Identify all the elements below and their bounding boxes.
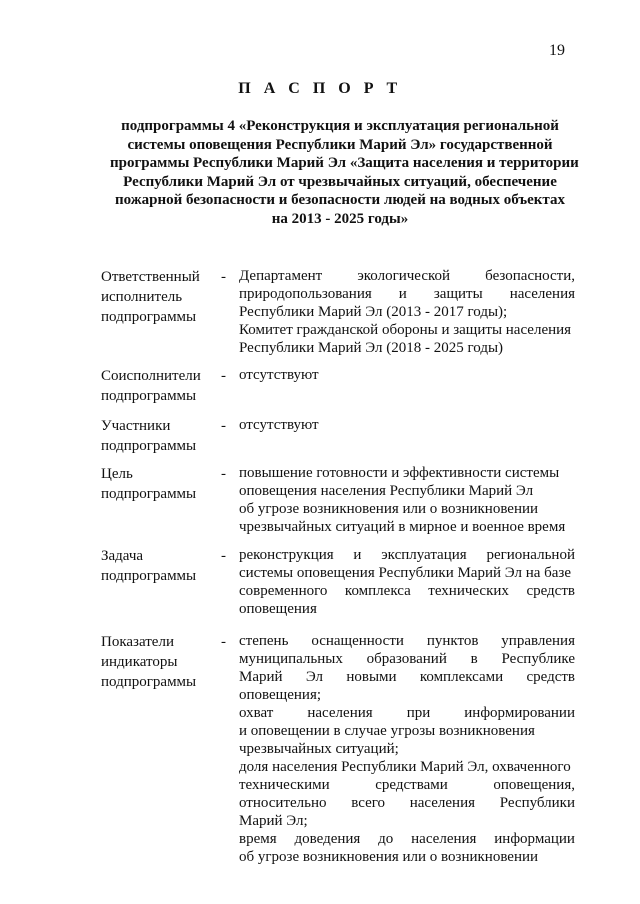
content-line: оповещения; [239, 687, 322, 703]
content-word: информировании [464, 705, 575, 721]
content-word: время [239, 831, 277, 847]
content-word: Республики [499, 795, 575, 811]
row-dash: - [221, 634, 226, 650]
content-word: защиты [433, 286, 483, 302]
content-word: современного [239, 583, 328, 599]
content-line [239, 830, 575, 848]
content-line: оповещения населения Республики Марий Эл [239, 483, 534, 499]
content-line: Республики Марий Эл (2013 - 2017 годы); [239, 304, 508, 320]
content-word: населения [411, 831, 477, 847]
row-label [101, 546, 216, 586]
content-word: эксплуатация [381, 547, 467, 563]
row-content [239, 632, 575, 866]
content-word: муниципальных [239, 651, 343, 667]
row-content [239, 464, 575, 536]
row-label-line: Участники [101, 418, 171, 434]
content-word: оснащенности [311, 633, 404, 649]
content-line: Республики Марий Эл (2018 - 2025 годы) [239, 340, 504, 356]
content-word: образований [366, 651, 447, 667]
content-word: охват [239, 705, 274, 721]
content-line: об угрозе возникновения или о возникновении [239, 501, 539, 517]
document-title: П А С П О Р Т [238, 80, 402, 97]
subtitle-line: на 2013 - 2025 годы» [271, 210, 409, 227]
row-label [101, 632, 216, 692]
row-label-line: Цель [101, 466, 133, 482]
content-line: чрезвычайных ситуаций; [239, 741, 399, 757]
row-dash: - [221, 548, 226, 564]
content-line: отсутствуют [239, 417, 319, 433]
content-line [239, 704, 575, 722]
subtitle-line: Республики Марий Эл от чрезвычайных ситуаций, обеспечение [123, 173, 557, 190]
content-word: Эл [305, 669, 324, 685]
content-word: Марий [239, 669, 283, 685]
subtitle-line: пожарной безопасности и безопасности людей на водных объектах [115, 192, 565, 208]
content-word: комплекса [344, 583, 411, 599]
content-word: населения [307, 705, 373, 721]
row-dash: - [221, 368, 226, 384]
content-word: реконструкция [239, 547, 334, 563]
content-word: Департамент [239, 268, 323, 284]
content-line: об угрозе возникновения или о возникновении [239, 849, 539, 865]
content-word: при [406, 705, 431, 721]
content-word: и [398, 286, 407, 302]
row-label [101, 267, 216, 327]
content-line: и оповещении в случае угрозы возникновения [239, 723, 535, 739]
row-label [101, 366, 216, 406]
content-word: населения [509, 286, 575, 302]
content-line [239, 632, 575, 650]
content-word: населения [409, 795, 476, 811]
content-line: системы оповещения Республики Марий Эл на базе [239, 565, 572, 581]
content-line: доля населения Республики Марий Эл, охваченного [239, 759, 571, 775]
content-word: Республике [501, 651, 575, 667]
content-word: новыми [346, 669, 397, 685]
content-word: региональной [486, 547, 575, 563]
content-line [239, 546, 575, 564]
content-word: средств [526, 669, 575, 685]
row-label-line: подпрограммы [101, 438, 197, 454]
content-line [239, 668, 575, 686]
row-label-line: Показатели [101, 634, 174, 650]
row-label-line: подпрограммы [101, 388, 197, 404]
row-label [101, 464, 216, 504]
content-word: комплексами [419, 669, 504, 685]
content-word: средствами [375, 777, 448, 793]
content-line: отсутствуют [239, 367, 319, 383]
content-line: повышение готовности и эффективности системы [239, 465, 560, 481]
content-word: природопользования [239, 286, 372, 302]
subtitle-line: подпрограммы 4 «Реконструкция и эксплуатация региональной [121, 118, 559, 134]
page-number: 19 [549, 42, 565, 59]
content-word: экологической [357, 268, 451, 284]
content-word: техническими [239, 777, 330, 793]
row-content [239, 546, 575, 618]
row-label-line: Ответственный [101, 269, 200, 285]
content-word: средств [526, 583, 575, 599]
content-line [239, 776, 575, 794]
content-word: оповещения, [493, 777, 575, 793]
content-line [239, 582, 575, 600]
row-content [239, 416, 575, 434]
row-label-line: подпрограммы [101, 674, 197, 690]
row-label-line: исполнитель [101, 289, 183, 305]
subtitle-line: программы Республики Марий Эл «Защита населения и территории [110, 155, 579, 171]
row-label-line: индикаторы [101, 654, 178, 670]
row-content [239, 366, 575, 384]
content-word: степень [239, 633, 289, 649]
content-line: оповещения [239, 601, 317, 617]
row-label-line: подпрограммы [101, 568, 197, 584]
content-word: доведения [294, 831, 361, 847]
content-line: Комитет гражданской обороны и защиты населения [239, 322, 572, 338]
row-label-line: подпрограммы [101, 486, 197, 502]
content-word: управления [501, 633, 575, 649]
content-line: Марий Эл; [239, 813, 308, 829]
content-line [239, 285, 575, 303]
row-label-line: подпрограммы [101, 309, 197, 325]
row-label-line: Соисполнители [101, 368, 201, 384]
row-dash: - [221, 466, 226, 482]
content-word: до [378, 831, 394, 847]
row-dash: - [221, 269, 226, 285]
document-subtitle [110, 117, 579, 228]
content-line [239, 650, 575, 668]
content-word: всего [351, 795, 386, 811]
content-line [239, 267, 575, 285]
content-word: относительно [239, 795, 327, 811]
row-label [101, 416, 216, 456]
content-line [239, 794, 575, 812]
content-word: в [470, 651, 478, 667]
content-word: безопасности, [485, 268, 575, 284]
row-dash: - [221, 418, 226, 434]
content-line: чрезвычайных ситуаций в мирное и военное время [239, 519, 566, 535]
row-label-line: Задача [101, 548, 144, 564]
content-word: пунктов [426, 633, 479, 649]
content-word: технических [428, 583, 509, 599]
subtitle-line: системы оповещения Республики Марий Эл» государственной [127, 136, 553, 153]
content-word: и [353, 547, 362, 563]
content-word: информации [494, 831, 575, 847]
row-content [239, 267, 575, 357]
